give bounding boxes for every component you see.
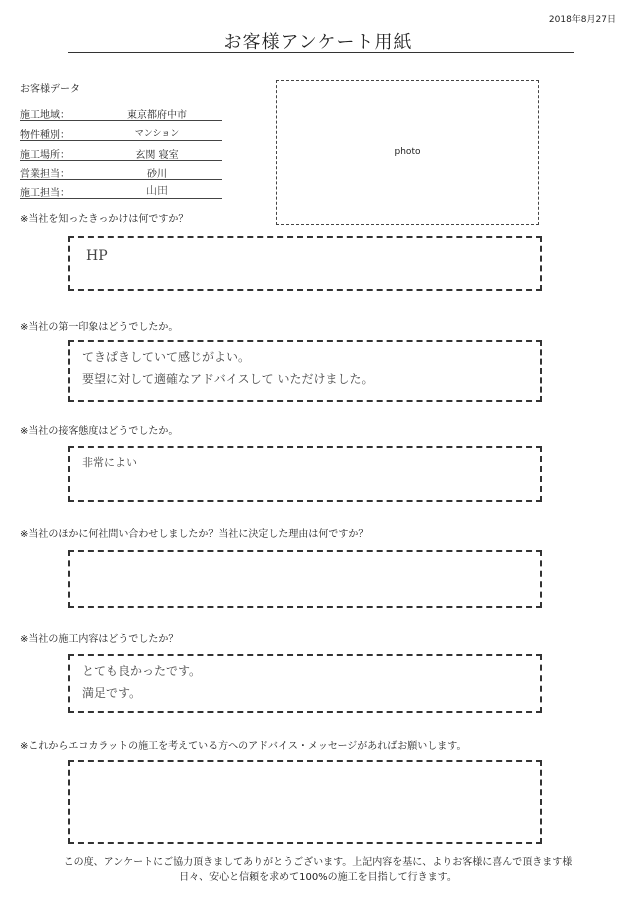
photo-label: photo xyxy=(394,147,421,157)
row-label: 施工場所： xyxy=(20,150,70,161)
row-label: 営業担当： xyxy=(20,169,70,180)
answer-line: 満足です。 xyxy=(82,686,142,700)
answer-box-1 xyxy=(68,236,542,291)
row-value: 砂川 xyxy=(147,169,167,180)
row-value: 東京都府中市 xyxy=(127,110,187,121)
question-4: ※当社のほかに何社問い合わせしましたか？当社に決定した理由は何ですか？ xyxy=(20,529,369,540)
answer-box-2 xyxy=(68,340,542,402)
row-label: 物件種別： xyxy=(20,130,70,141)
answer-line: HP xyxy=(86,248,108,264)
question-3: ※当社の接客態度はどうでしたか。 xyxy=(20,426,179,437)
customer-data-heading: お客様データ xyxy=(20,84,80,95)
customer-row-installer xyxy=(20,181,222,199)
answer-box-6 xyxy=(68,760,542,844)
title-underline xyxy=(68,52,574,53)
answer-line: 非常によい xyxy=(82,456,137,469)
row-value: 玄関 寝室 xyxy=(135,150,179,161)
survey-date: 2018年8月27日 xyxy=(548,15,616,25)
footer-line-2: 日々、安心と信頼を求めて100%の施工を目指して行きます。 xyxy=(179,872,457,883)
question-1: ※当社を知ったきっかけは何ですか？ xyxy=(20,214,189,225)
row-value: マンション xyxy=(134,129,180,139)
question-6: ※これからエコカラットの施工を考えている方へのアドバイス・メッセージがあればお願いします。 xyxy=(20,741,467,752)
page-title: お客様アンケート用紙 xyxy=(223,32,413,53)
customer-row-location xyxy=(20,143,222,161)
answer-line: てきぱきしていて感じがよい。 xyxy=(82,350,251,364)
customer-row-area xyxy=(20,103,222,121)
row-label: 施工地域： xyxy=(20,110,70,121)
footer-line-1: この度、アンケートにご協力頂きましてありがとうございます。上記内容を基に、よりお客様に喜んで頂きます様 xyxy=(63,857,573,868)
customer-row-sales-rep xyxy=(20,162,222,180)
answer-line: とても良かったです。 xyxy=(82,664,202,678)
answer-line: 要望に対して適確なアドバイスして いただけました。 xyxy=(82,372,374,386)
customer-row-property-type xyxy=(20,123,222,141)
photo-placeholder xyxy=(276,80,539,225)
answer-box-4 xyxy=(68,550,542,608)
answer-box-5 xyxy=(68,654,542,713)
answer-box-3 xyxy=(68,446,542,502)
row-label: 施工担当： xyxy=(20,188,70,199)
question-5: ※当社の施工内容はどうでしたか？ xyxy=(20,634,179,645)
question-2: ※当社の第一印象はどうでしたか。 xyxy=(20,322,179,333)
row-value-handwritten: 山田 xyxy=(146,184,168,197)
